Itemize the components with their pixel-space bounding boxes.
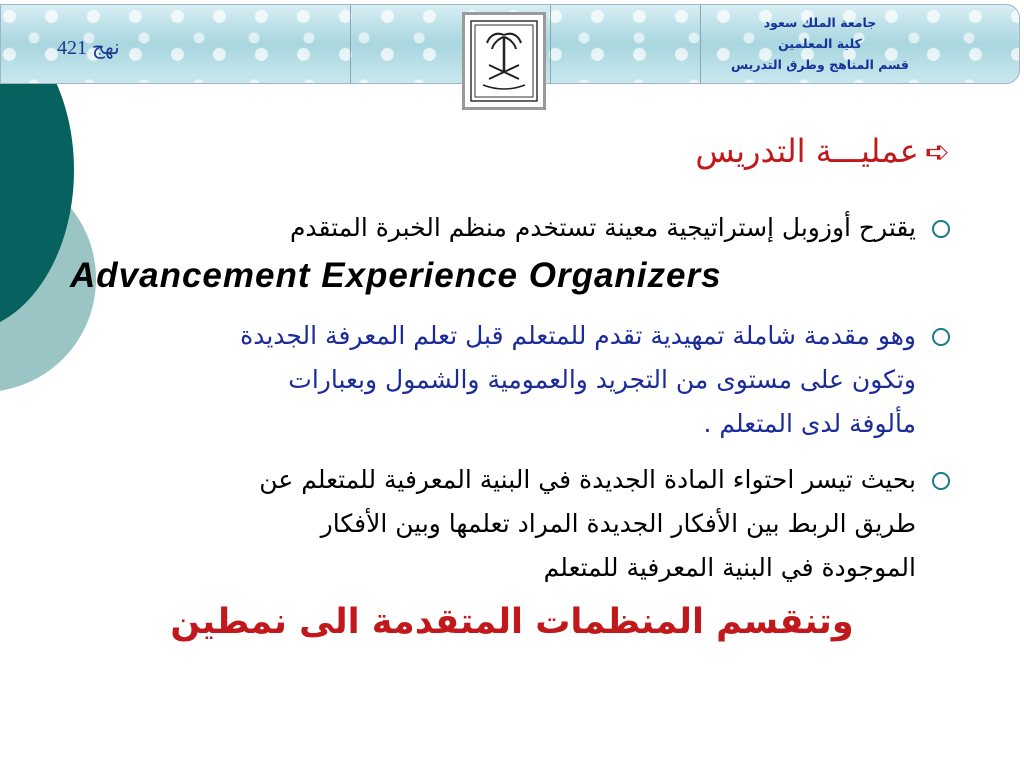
bullet-icon (932, 328, 950, 346)
item-line: الموجودة في البنية المعرفية للمتعلم (543, 553, 916, 582)
institution-name (705, 12, 935, 75)
section-heading (695, 132, 950, 170)
list-item (290, 206, 950, 250)
list-item (240, 314, 950, 446)
item-line: طريق الربط بين الأفكار الجديدة المراد تعلمها وبين الأفكار (320, 509, 916, 538)
english-term: Advancement Experience Organizers (70, 256, 722, 295)
bullet-icon (932, 472, 950, 490)
heading-text: عمليـــة التدريس (695, 132, 919, 170)
banner-divider (350, 5, 351, 83)
item-line: بحيث تيسر احتواء المادة الجديدة في البنية المعرفية للمتعلم عن (259, 465, 916, 494)
item-line: يقترح أوزوبل إستراتيجية معينة تستخدم منظم الخبرة المتقدم (289, 213, 916, 242)
banner-divider (700, 5, 701, 83)
list-item (259, 458, 950, 590)
closing-statement: وتنقسم المنظمات المتقدمة الى نمطين (170, 602, 854, 642)
university-name: جامعة الملك سعود (763, 15, 877, 30)
bullet-icon (932, 220, 950, 238)
banner-divider (550, 5, 551, 83)
item-line: مألوفة لدى المتعلم . (703, 409, 916, 438)
arrow-icon: ➪ (924, 135, 950, 170)
college-name: كلية المعلمين (778, 36, 862, 51)
item-line: وهو مقدمة شاملة تمهيدية تقدم للمتعلم قبل تعلم المعرفة الجديدة (240, 321, 916, 350)
department-name: قسم المناهج وطرق التدريس (731, 57, 909, 72)
course-code: نهج 421 (57, 37, 120, 59)
item-line: وتكون على مستوى من التجريد والعمومية والشمول وبعبارات (288, 365, 916, 394)
university-logo (462, 12, 546, 110)
